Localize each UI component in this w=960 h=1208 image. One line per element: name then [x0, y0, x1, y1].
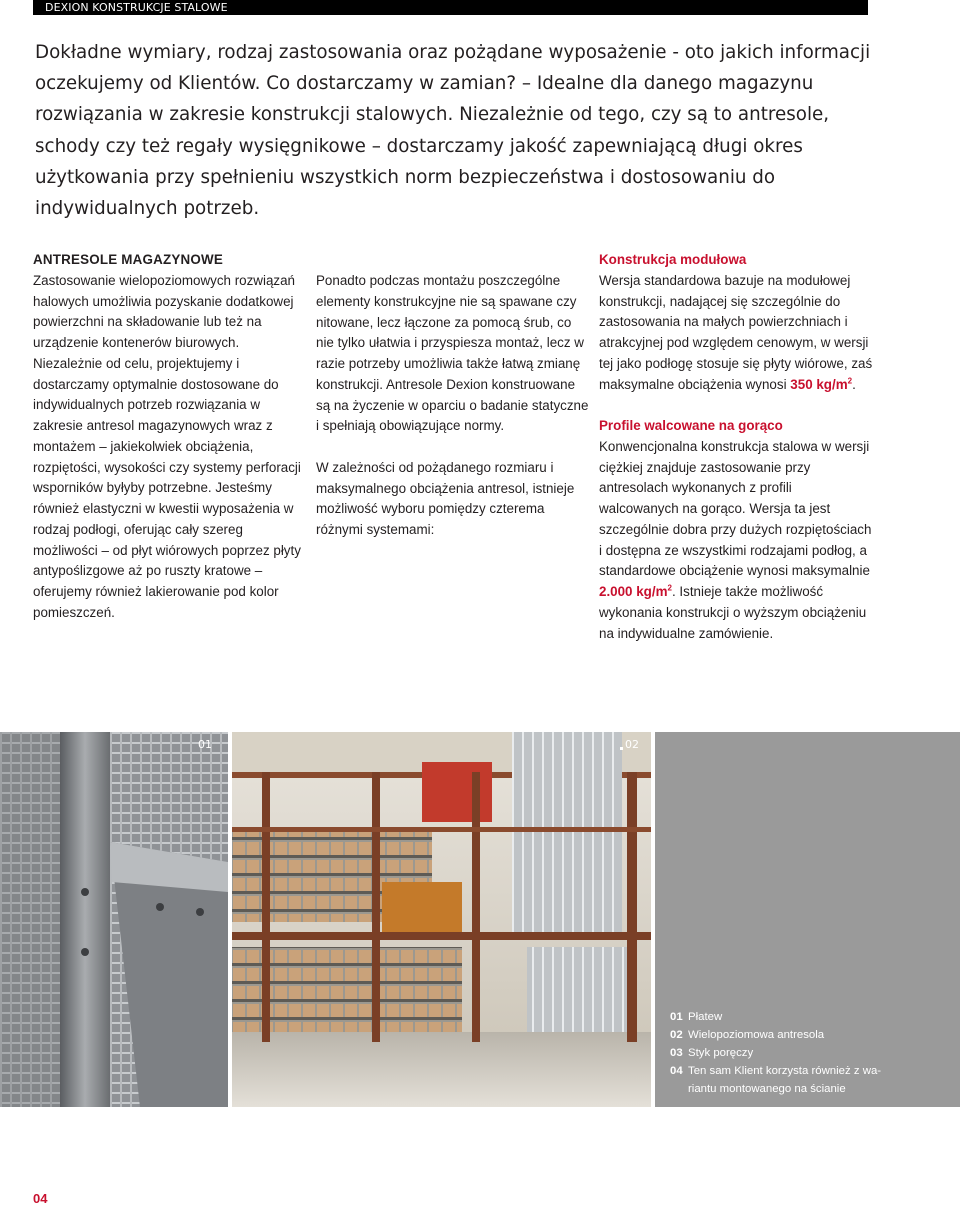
- caption-text-continued: riantu montowanego na ścianie: [688, 1083, 846, 1095]
- section-title-antresole: ANTRESOLE MAGAZYNOWE: [33, 252, 223, 267]
- load-value-modulowa: 350 $kg/m^2$: [790, 376, 853, 392]
- caption-row: [670, 1062, 890, 1080]
- photo-number-01: 01: [198, 738, 212, 751]
- section-header-bar: [33, 0, 868, 15]
- photo-number-02: 02: [625, 738, 639, 751]
- page-number: 04: [33, 1191, 48, 1206]
- caption-text: Styk poręczy: [688, 1047, 754, 1059]
- body-modulowa: Wersja standardowa bazuje na modułowej konstrukcji, nadającej się szczególnie do zastosowania na małych powierzchniach i atrakcyjnej pod względem cenowym, w wersji tej jako podłogę stosuje się płyty wiórowe, zaś maksymalne obciążenia wynosi 350 $kg/m^2$.: [599, 272, 873, 392]
- photo-platew: [0, 732, 228, 1107]
- photo-number-dot: [620, 747, 623, 750]
- column-systemy: [599, 250, 874, 644]
- caption-text: Wielopoziomowa antresola: [688, 1029, 825, 1041]
- caption-row: [670, 1044, 890, 1062]
- body-montaz-1: Ponadto podczas montażu poszczególne elementy konstrukcyjne nie są spawane czy nitowane, lecz łączone za pomocą śrub, co nie tylko ułatwia i przyspiesza montaż, lecz w razie potrzeby umożliwia także łatwą zmianę konstrukcji. Antresole Dexion konstruowane są na życzenie w oparciu o badanie statyczne i spełniają obowiązujące normy.: [316, 273, 589, 434]
- caption-text: Ten sam Klient korzysta również z wa-: [688, 1065, 882, 1077]
- column-montaz: [316, 271, 591, 541]
- intro-paragraph: Dokładne wymiary, rodzaj zastosowania oraz pożądane wyposażenie - oto jakich informacji oczekujemy od Klientów. Co dostarczamy w zamian? – Idealne dla danego magazynu rozwiązania w zakresie konstrukcji stalowych. Niezależnie od tego, czy są to antresole, schody czy też regały wysięgnikowe – dostarczamy jakość zapewniającą długi okres użytkowania przy spełnieniu wszystkich norm bezpieczeństwa i dostosowaniu do indywidualnych potrzeb.: [35, 42, 871, 220]
- caption-number: 01: [670, 1011, 683, 1023]
- body-antresole: Zastosowanie wielopoziomowych rozwiązań halowych umożliwia pozyskanie dodatkowej powierzchni na składowanie lub też na urządzenie kontenerów biurowych. Niezależnie od celu, projektujemy i dostarczamy optymalnie dostosowane do indywidualnych potrzeb rozwiązania w zakresie antresol magazynowych wraz z montażem – jakiekolwiek obciążenia, rozpiętości, wysokości czy systemy perforacji wsporników byłyby potrzebne. Jesteśmy również elastyczni w kwestii wyposażenia w rodzaj podłogi, oferując cały szereg możliwości – od płyt wiórowych poprzez płyty antypoślizgowe aż po ruszty kratowe – oferujemy również lakierowanie pod kolor pomieszczeń.: [33, 272, 301, 620]
- photo-captions: [670, 1008, 890, 1098]
- caption-row: [670, 1008, 890, 1026]
- caption-number: 02: [670, 1029, 683, 1041]
- section-title-modulowa: Konstrukcja modułowa: [599, 252, 747, 267]
- body-walcowane: Konwencjonalna konstrukcja stalowa w wersji ciężkiej znajduje zastosowanie przy antresolach wykonanych z profili walcowanych na gorąco. Wersja ta jest szczególnie dobra przy dużych rozpiętościach i dostępna ze wszystkimi rodzajami podłog, a standardowe obciążenie wynosi maksymalnie 2.000 $kg/m^2$. Istnieje także możliwość wykonania konstrukcji o wyższym obciążeniu na indywidualne zamówienie.: [599, 438, 872, 641]
- section-header-label: DEXION KONSTRUKCJE STALOWE: [45, 1, 228, 14]
- load-value-walcowane: 2.000 $kg/m^2$: [599, 583, 672, 599]
- caption-number: 04: [670, 1065, 683, 1077]
- caption-number: 03: [670, 1047, 683, 1059]
- photo-antresola: [232, 732, 651, 1107]
- caption-row: [670, 1026, 890, 1044]
- column-antresole: [33, 250, 308, 624]
- body-montaz-2: W zależności od pożądanego rozmiaru i maksymalnego obciążenia antresol, istnieje możliwość wyboru pomiędzy czterema różnymi systemami:: [316, 459, 575, 537]
- section-title-walcowane: Profile walcowane na gorąco: [599, 418, 783, 433]
- caption-text: Płatew: [688, 1011, 723, 1023]
